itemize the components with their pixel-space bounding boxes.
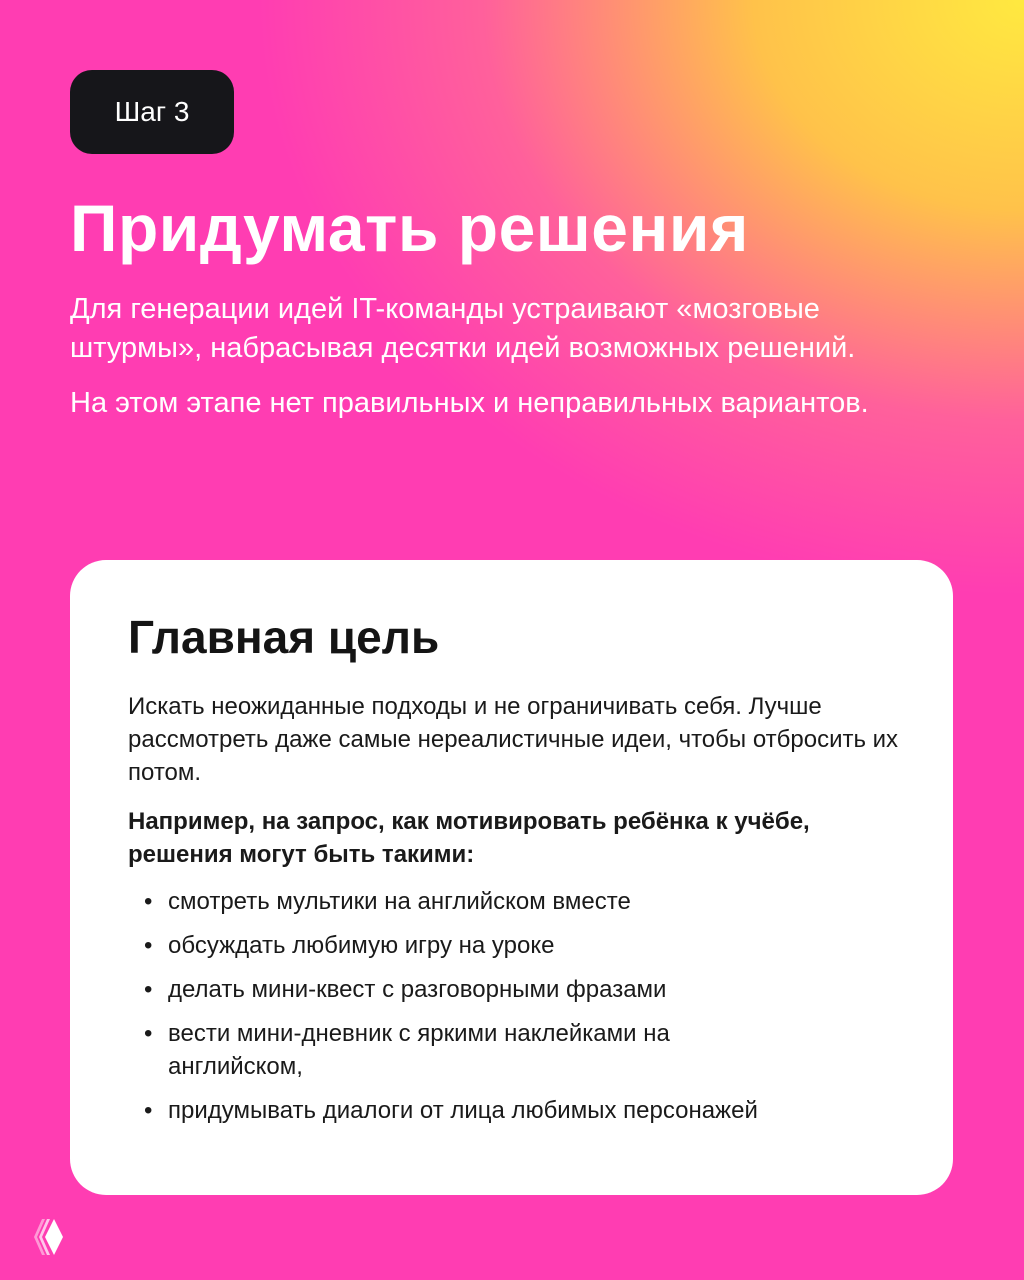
page-title: Придумать решения bbox=[70, 191, 749, 265]
step-badge: Шаг 3 bbox=[70, 70, 234, 154]
intro-paragraph: Для генерации идей IT-команды устраивают «мозговые штурмы», набрасывая десятки идей возможных решений. bbox=[70, 293, 856, 364]
list-item: • смотреть мультики на английском вместе bbox=[168, 885, 908, 918]
list-item: • делать мини-квест с разговорными фразами bbox=[168, 973, 908, 1006]
card-title: Главная цель bbox=[128, 611, 440, 663]
list-item: • придумывать диалоги от лица любимых персонажей bbox=[168, 1094, 908, 1127]
goal-card bbox=[70, 560, 953, 1195]
brand-logo-icon bbox=[32, 1217, 66, 1257]
ideas-list bbox=[128, 885, 908, 1127]
intro-paragraph: На этом этапе нет правильных и неправильных вариантов. bbox=[70, 387, 869, 419]
list-item: • вести мини-дневник с яркими наклейками на английском, bbox=[168, 1017, 748, 1083]
intro-text bbox=[70, 290, 950, 439]
card-paragraph: Искать неожиданные подходы и не ограничивать себя. Лучше рассмотреть даже самые нереалистичные идеи, чтобы отбросить их потом. bbox=[128, 693, 899, 786]
list-item: • обсуждать любимую игру на уроке bbox=[168, 929, 908, 962]
example-heading: Например, на запрос, как мотивировать ребёнка к учёбе, решения могут быть такими: bbox=[128, 808, 810, 868]
